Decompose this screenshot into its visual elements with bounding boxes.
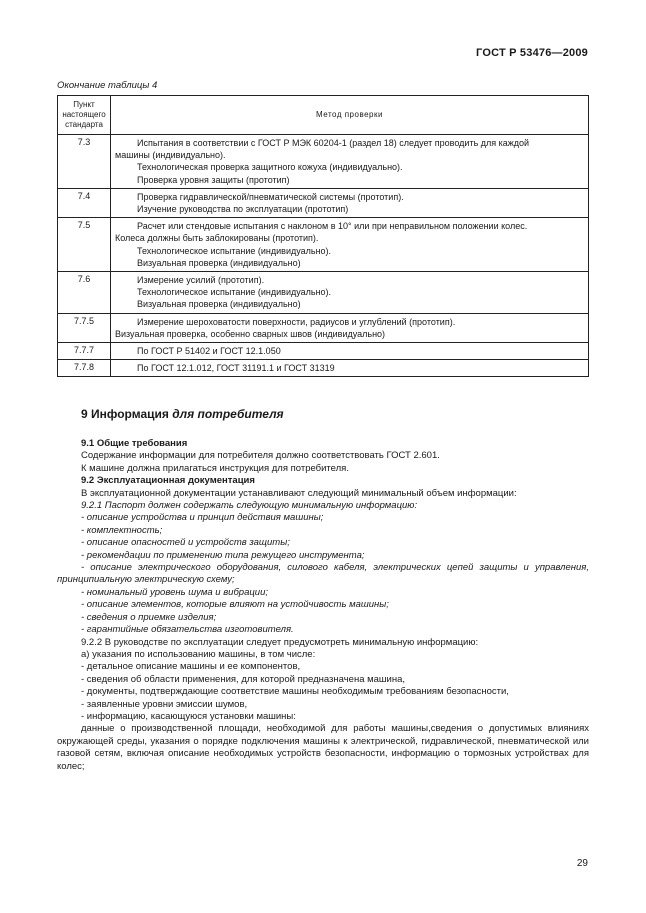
list-item: - сведения о приемке изделия; (81, 611, 217, 623)
method-text (111, 188, 589, 217)
paragraph: 9.2.1 Паспорт должен содержать следующую минимальную информацию: (81, 500, 418, 512)
list-item: - описание опасностей и устройств защиты; (81, 537, 290, 549)
clause-number: 7.4 (58, 188, 111, 217)
method-line: По ГОСТ Р 51402 и ГОСТ 12.1.050 (137, 346, 281, 357)
clause-number: 7.3 (58, 135, 111, 189)
list-item: - описание элементов, которые влияют на устойчивость машины; (81, 599, 389, 611)
list-item: - описание устройства и принцип действия машины; (81, 512, 324, 524)
list-item: - комплектность; (81, 524, 163, 536)
section-title-italic: для потребителя (172, 407, 284, 421)
method-table (57, 95, 589, 377)
method-line: Колеса должны быть заблокированы (прототип). (115, 233, 319, 244)
clause-number: 7.6 (58, 272, 111, 314)
method-line: Измерение шероховатости поверхности, радиусов и углублений (прототип). (137, 316, 456, 327)
method-line: Проверка уровня защиты (прототип) (137, 174, 290, 185)
method-text (111, 313, 589, 342)
method-line: Испытания в соответствии с ГОСТ Р МЭК 60204-1 (раздел 18) следует проводить для каждой (137, 138, 530, 148)
paragraph: 9.2.2 В руководстве по эксплуатации следует предусмотреть минимальную информацию: (81, 636, 479, 648)
col-header-method: Метод проверки (111, 96, 589, 135)
list-item: а) указания по использованию машины, в том числе: (81, 648, 316, 660)
table-caption: Окончание таблицы 4 (57, 80, 158, 91)
table-row (58, 272, 589, 314)
section-title-part: 9 Информация (81, 407, 173, 421)
list-item: - рекомендации по применению типа режущего инструмента; (81, 549, 365, 561)
method-text (111, 272, 589, 314)
paragraph: В эксплуатационной документации устанавливают следующий минимальный объем информации: (81, 487, 517, 499)
list-item: - гарантийные обязательства изготовителя. (81, 624, 294, 636)
subsection-9-1: 9.1 Общие требования (81, 438, 188, 449)
clause-number: 7.7.5 (58, 313, 111, 342)
section-9-title (81, 407, 284, 421)
table-row (58, 343, 589, 360)
method-line: Технологическое испытание (индивидуально). (137, 287, 332, 298)
method-text (111, 360, 589, 377)
method-line: По ГОСТ 12.1.012, ГОСТ 31191.1 и ГОСТ 31319 (137, 363, 335, 374)
method-line: Расчет или стендовые испытания с наклоном в 10° или при неправильном положении колес. (137, 221, 528, 232)
list-item: - заявленные уровни эмиссии шумов, (81, 698, 248, 710)
method-line: Измерение усилий (прототип). (137, 275, 265, 286)
paragraph: данные о производственной площади, необходимой для работы машины,сведения о допустимых влияниях окружающей среды, указания о порядке подключения машины к электрической, гидравлической, пневматической или газовой сетям, включая описание необходимых устройств безопасности, информацию о тормозных устройствах для колес; (57, 723, 589, 772)
list-item: - документы, подтверждающие соответствие машины необходимым требованиям безопасности, (81, 686, 509, 698)
subsection-9-2: 9.2 Эксплуатационная документация (81, 475, 255, 487)
list-item: - номинальный уровень шума и вибрации; (81, 586, 269, 598)
method-line: Визуальная проверка (индивидуально) (137, 257, 301, 268)
method-text (111, 135, 589, 189)
method-line: Визуальная проверка (индивидуально) (137, 299, 301, 310)
list-item: - описание электрического оборудования, силового кабеля, электрических цепей защиты и управления, принципиальную электрическую схему; (57, 562, 589, 586)
method-line: Проверка гидравлической/пневматической системы (прототип). (137, 191, 404, 202)
table-row (58, 360, 589, 377)
method-line: Изучение руководства по эксплуатации (прототип) (137, 204, 349, 215)
paragraph: К машине должна прилагаться инструкция для потребителя. (81, 462, 349, 474)
method-line: Технологическое испытание (индивидуально). (137, 245, 332, 256)
method-text (111, 343, 589, 360)
method-line: Визуальная проверка, особенно сварных швов (индивидуально) (115, 328, 386, 339)
table-row (58, 135, 589, 189)
page-number: 29 (576, 858, 588, 869)
list-item: - информацию, касающуюся установки машины: (81, 710, 296, 722)
col-header-clause: Пункт настоящего стандарта (58, 96, 111, 135)
paragraph: Содержание информации для потребителя должно соответствовать ГОСТ 2.601. (81, 450, 440, 462)
standard-header: ГОСТ Р 53476—2009 (476, 47, 588, 59)
method-line: машины (индивидуально). (115, 150, 226, 161)
clause-number: 7.5 (58, 218, 111, 272)
table-row (58, 218, 589, 272)
list-item: - детальное описание машины и ее компонентов, (81, 661, 301, 673)
section-9-body (57, 438, 589, 773)
table-row (58, 313, 589, 342)
table-row (58, 188, 589, 217)
method-line: Технологическая проверка защитного кожуха (индивидуально). (137, 162, 403, 173)
clause-number: 7.7.8 (58, 360, 111, 377)
method-text (111, 218, 589, 272)
clause-number: 7.7.7 (58, 343, 111, 360)
list-item: - сведения об области применения, для которой предназначена машина, (81, 673, 406, 685)
